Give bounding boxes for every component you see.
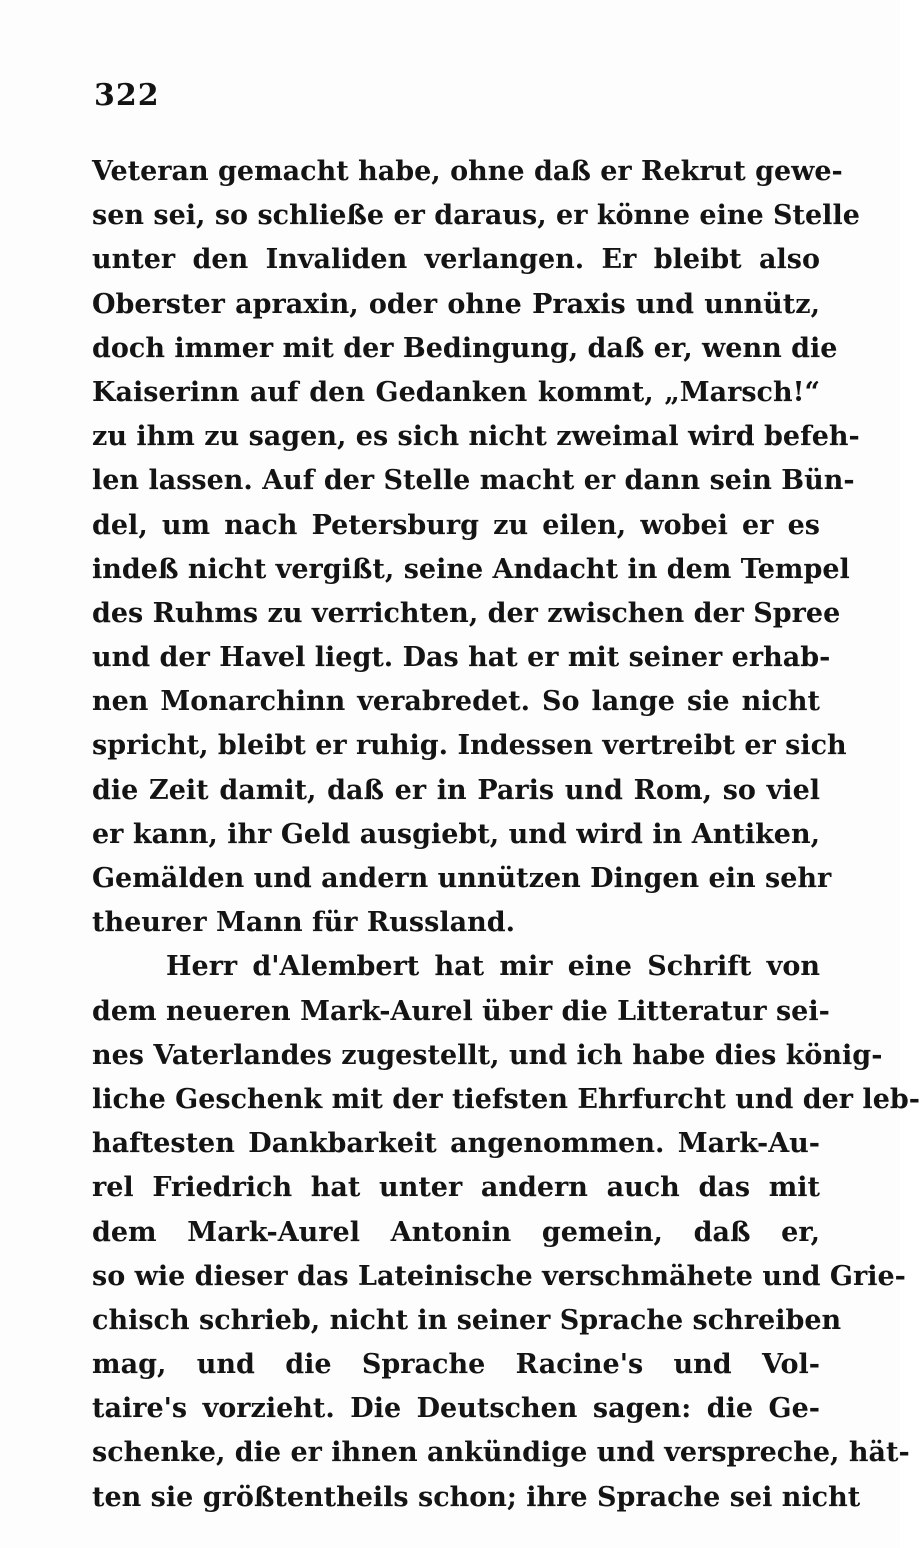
text-line: chisch schrieb, nicht in seiner Sprache schreiben [92,1304,842,1336]
text-line: er kann, ihr Geld ausgiebt, und wird in Antiken, [92,818,820,850]
text-line: Veteran gemacht habe, ohne daß er Rekrut gewe- [92,156,843,187]
text-line: sen sei, so schließe er daraus, er könne eine Stelle [92,200,860,232]
text-line: len lassen. Auf der Stelle macht er dann sein Bün- [92,465,855,497]
text-line: so wie dieser das Lateinische verschmähete und Grie- [92,1260,906,1292]
text-line: taire's vorzieht. Die Deutschen sagen: die Ge- [92,1393,820,1425]
text-line: und der Havel liegt. Das hat er mit seiner erhab- [92,642,831,674]
text-line: Oberster apraxin, oder ohne Praxis und unnütz, [92,288,820,320]
text-line: doch immer mit der Bedingung, daß er, wenn die [92,332,838,364]
text-line: die Zeit damit, daß er in Paris und Rom, so viel [92,774,820,806]
text-line: nen Monarchinn verabredet. So lange sie nicht [92,686,820,718]
text-line: unter den Invaliden verlangen. Er bleibt also [92,244,820,276]
text-line: zu ihm zu sagen, es sich nicht zweimal wird befeh- [92,421,860,453]
text-line: Gemälden und andern unnützen Dingen ein sehr [92,863,832,894]
page-number: 322 [94,78,160,113]
text-line: mag, und die Sprache Racine's und Vol- [92,1349,820,1381]
paragraph-end-line: theurer Mann für Russland. [92,907,515,939]
text-line: spricht, bleibt er ruhig. Indessen vertreibt er sich [92,730,847,762]
text-line: des Ruhms zu verrichten, der zwischen der Spree [92,597,841,629]
text-line: dem neueren Mark-Aurel über die Litteratur sei- [92,995,830,1027]
text-line: liche Geschenk mit der tiefsten Ehrfurcht und der leb- [92,1083,920,1115]
text-line: haftesten Dankbarkeit angenommen. Mark-Au- [92,1128,820,1160]
text-line: Kaiserinn auf den Gedanken kommt, „Marsch!“ [92,376,820,408]
text-line: nes Vaterlandes zugestellt, und ich habe dies könig- [92,1039,883,1071]
paragraph-start-line: Herr d'Alembert hat mir eine Schrift von [166,951,820,983]
text-line: schenke, die er ihnen ankündige und verspreche, hät- [92,1437,910,1469]
body-text [92,150,920,1520]
text-line: indeß nicht vergißt, seine Andacht in dem Tempel [92,553,850,585]
text-line: ten sie größtentheils schon; ihre Sprache sei nicht [92,1481,861,1513]
text-line: del, um nach Petersburg zu eilen, wobei er es [92,509,820,541]
text-line: dem Mark-Aurel Antonin gemein, daß er, [92,1216,820,1248]
text-line: rel Friedrich hat unter andern auch das mit [92,1172,820,1204]
